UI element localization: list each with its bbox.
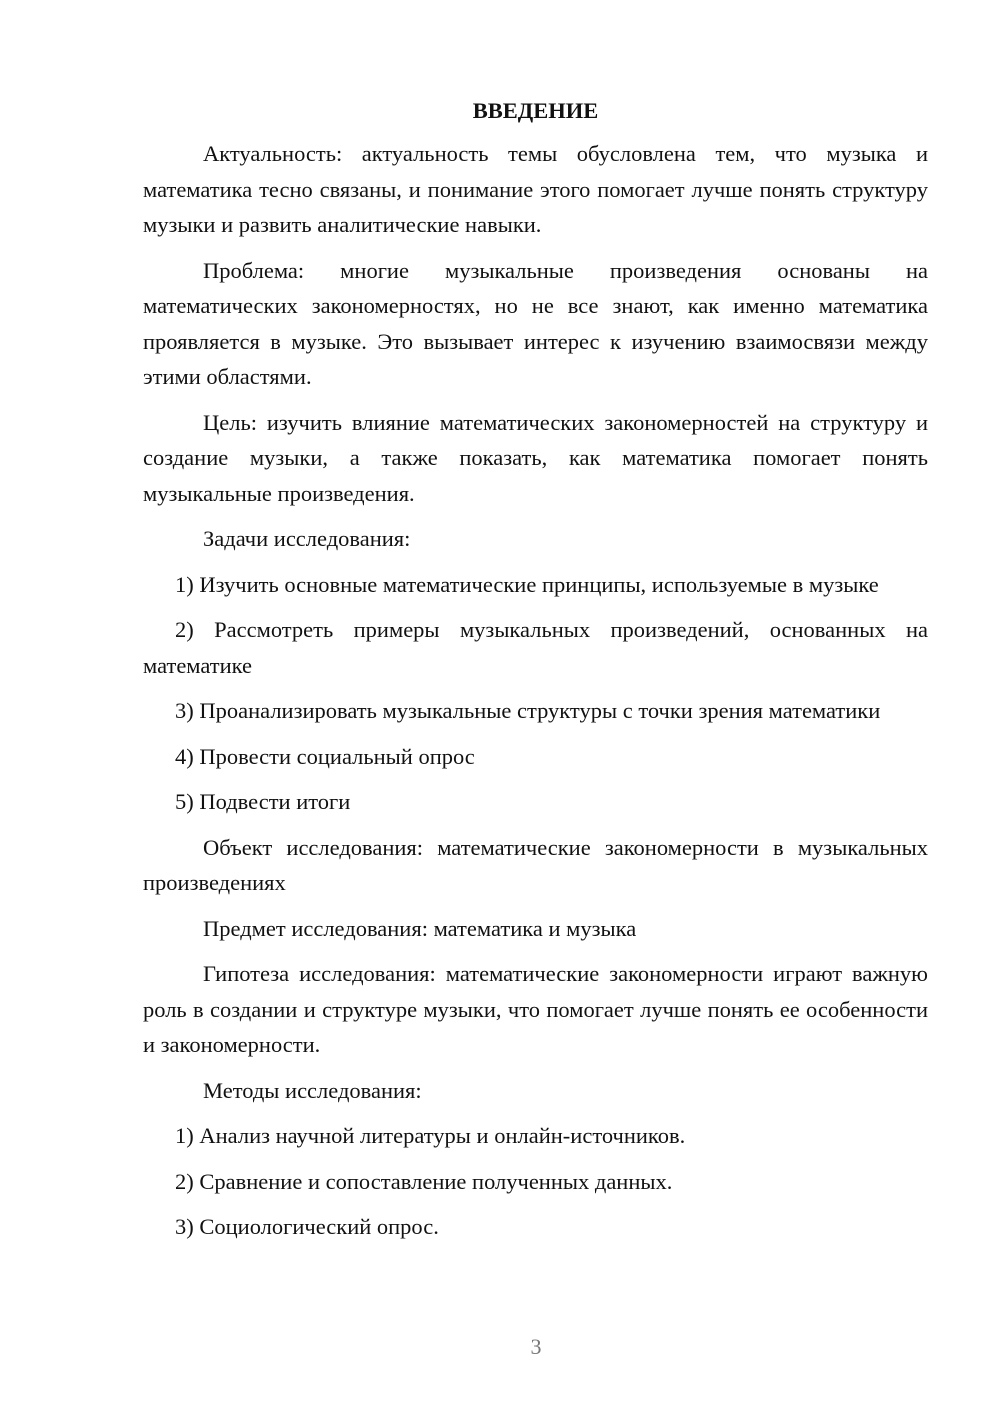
method-item-2: 2) Сравнение и сопоставление полученных данных.	[175, 1168, 673, 1194]
task-item-4: 4) Провести социальный опрос	[175, 743, 475, 769]
method-item-1: 1) Анализ научной литературы и онлайн-источников.	[175, 1123, 686, 1148]
tasks-heading: Задачи исследования:	[203, 526, 411, 551]
page-title: ВВЕДЕНИЕ	[472, 98, 599, 123]
problem-paragraph: Проблема: многие музыкальные произведения основаны на математических закономерностях, но не все знают, как именно математика проявляется в музыке. Это вызывает интерес к изучению взаимосвязи между этими областями.	[143, 257, 928, 389]
methods-heading: Методы исследования:	[203, 1077, 422, 1103]
subject-paragraph: Предмет исследования: математика и музыка	[203, 915, 637, 941]
object-paragraph: Объект исследования: математические закономерности в музыкальных произведениях	[143, 834, 928, 895]
task-item-2: 2) Рассмотреть примеры музыкальных произведений, основанных на математике	[143, 617, 928, 678]
method-item-3: 3) Социологический опрос.	[175, 1214, 439, 1239]
task-item-3: 3) Проанализировать музыкальные структуры с точки зрения математики	[175, 698, 881, 723]
hypothesis-paragraph: Гипотеза исследования: математические закономерности играют важную роль в создании и структуре музыки, что помогает лучше понять ее особенности и закономерности.	[143, 961, 928, 1057]
task-item-5: 5) Подвести итоги	[175, 789, 351, 814]
goal-paragraph: Цель: изучить влияние математических закономерностей на структуру и создание музыки, а также показать, как математика помогает понять музыкальные произведения.	[143, 409, 928, 506]
relevance-paragraph: Актуальность: актуальность темы обусловлена тем, что музыка и математика тесно связаны, и понимание этого помогает лучше понять структуру музыки и развить аналитические навыки.	[143, 141, 928, 237]
task-item-1: 1) Изучить основные математические принципы, используемые в музыке	[175, 571, 879, 597]
page-content	[143, 95, 928, 1255]
page-number: 3	[530, 1334, 542, 1359]
